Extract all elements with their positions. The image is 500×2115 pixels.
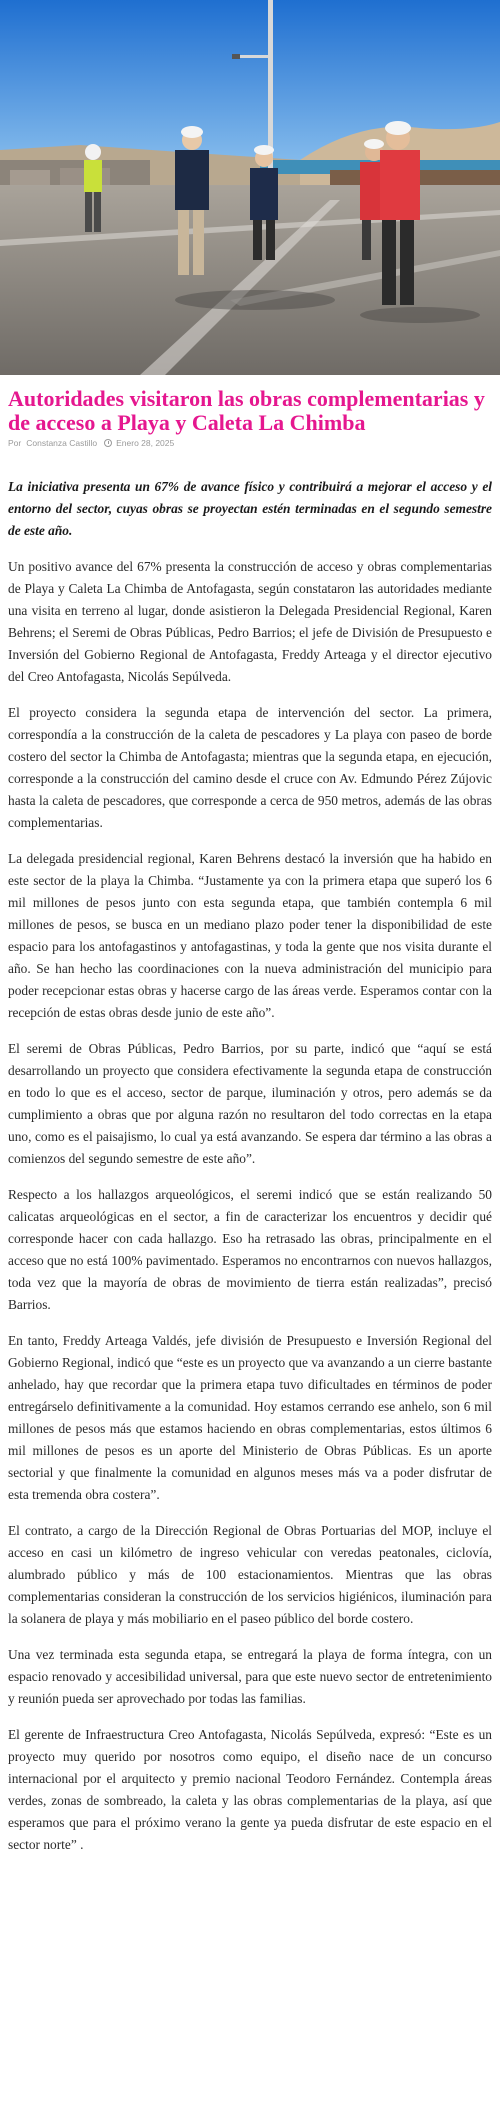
article-paragraph: El gerente de Infraestructura Creo Antofagasta, Nicolás Sepúlveda, expresó: “Este es un proyecto muy querido por nosotros como equipo, el diseño nace de un concurso internacional por el arquitecto y premio nacional Teodoro Fernández. Contempla áreas verdes, zonas de sombreado, la caleta y las obras complementarias de la playa, así que esperamos que para el próximo verano la gente ya pueda disfrutar de este espacio en el sector norte” .	[8, 1727, 492, 1852]
article-paragraph: El seremi de Obras Públicas, Pedro Barrios, por su parte, indicó que “aquí se está desarrollando un proyecto que considera efectivamente la segunda etapa de construcción en todo lo que es el acceso, sector de parque, iluminación y otros, pero además se da cumplimiento a obras que por alguna razón no resultaron del todo correctas en la etapa uno, como es el paisajismo, lo cual ya está avanzando. Se espera dar término a las obras a comienzos del segundo semestre de este año”.	[8, 1041, 492, 1166]
hero-photo	[0, 0, 500, 375]
article-paragraph: El proyecto considera la segunda etapa de intervención del sector. La primera, correspondía a la construcción de la caleta de pescadores y La playa con paseo de borde costero del sector la Chimba de Antofagasta; mientras que la segunda etapa, en ejecución, corresponde a la construcción del camino desde el cruce con Av. Edmundo Pérez Zújovic hasta la caleta de pescadores, que corresponde a cerca de 950 metros, además de las obras complementarias.	[8, 705, 492, 830]
clock-icon	[104, 439, 112, 447]
article-paragraph: El contrato, a cargo de la Dirección Regional de Obras Portuarias del MOP, incluye el acceso en casi un kilómetro de ingreso vehicular con veredas peatonales, ciclovía, alumbrado público y más de 100 estacionamientos. Mientras que las obras complementarias consideran la construcción de los servicios higiénicos, iluminación para la solanera de playa y más mobiliario en el paseo público del borde costero.	[8, 1523, 492, 1626]
article-paragraph: Un positivo avance del 67% presenta la construcción de acceso y obras complementarias de Playa y Caleta La Chimba de Antofagasta, según constataron las autoridades mediante una visita en terreno al lugar, donde asistieron la Delegada Presidencial Regional, Karen Behrens; el Seremi de Obras Públicas, Pedro Barrios; el jefe de División de Presupuesto e Inversión del Gobierno Regional de Antofagasta, Freddy Arteaga y el director ejecutivo del Creo Antofagasta, Nicolás Sepúlveda.	[8, 559, 492, 684]
article-title: Autoridades visitaron las obras complementarias y de acceso a Playa y Caleta La Chimba	[8, 386, 485, 435]
article-paragraph: En tanto, Freddy Arteaga Valdés, jefe división de Presupuesto e Inversión Regional del Gobierno Regional, indicó que “este es un proyecto que va avanzando a un cierre bastante anhelado, hay que recordar que la primera etapa tuvo dificultades en términos de poder entregárselo definitivamente a la comunidad. Hoy estamos cerrando ese anhelo, son 6 mil millones de pesos más que estamos haciendo en obras complementarias, estos últimos 6 mil millones de pesos es un aporte del Ministerio de Obras Públicas. Es un aporte sectorial y que finalmente la comunidad en algunos meses más va a poder disfrutar de esta tremenda obra costera”.	[8, 1333, 492, 1502]
publish-date: Enero 28, 2025	[116, 438, 175, 448]
article-paragraph: Una vez terminada esta segunda etapa, se entregará la playa de forma íntegra, con un espacio renovado y accesibilidad universal, para que este nuevo sector de entretenimiento y reunión pueda ser aprovechado por todas las familias.	[8, 1647, 492, 1706]
author-link[interactable]: Constanza Castillo	[26, 438, 98, 448]
article-paragraph: Respecto a los hallazgos arqueológicos, el seremi indicó que se están realizando 50 calicatas arqueológicas en el sector, a fin de caracterizar los encuentros y decidir qué corresponde hacer con cada hallazgo. Eso ha retrasado las obras, principalmente en el acceso que no está 100% pavimentado. Esperamos no encontrarnos con nuevos hallazgos, toda vez que la mayoría de obras de movimiento de tierra están realizadas”, precisó Barrios.	[8, 1187, 492, 1312]
author-prefix: Por	[8, 438, 22, 448]
article-paragraph: La delegada presidencial regional, Karen Behrens destacó la inversión que ha habido en este sector de la playa la Chimba. “Justamente ya con la primera etapa que superó los 6 mil millones de pesos junto con esta segunda etapa, que también contempla 6 mil millones de pesos, se busca en un mediano plazo poder tener la disponibilidad de este espacio para los antofagastinos y antofagastinas, y toda la gente que nos visita durante el año. Se han hecho las coordinaciones con la nueva administración del municipio para poder recepcionar estas obras y hacerse cargo de las áreas verde. Esperamos contar con la recepción de estas obras desde junio de este año”.	[8, 851, 492, 1020]
article-meta	[8, 438, 492, 448]
article	[0, 375, 500, 1856]
article-lead: La iniciativa presenta un 67% de avance físico y contribuirá a mejorar el acceso y el entorno del sector, cuyas obras se proyectan estén terminadas en el segundo semestre de este año.	[8, 479, 492, 538]
